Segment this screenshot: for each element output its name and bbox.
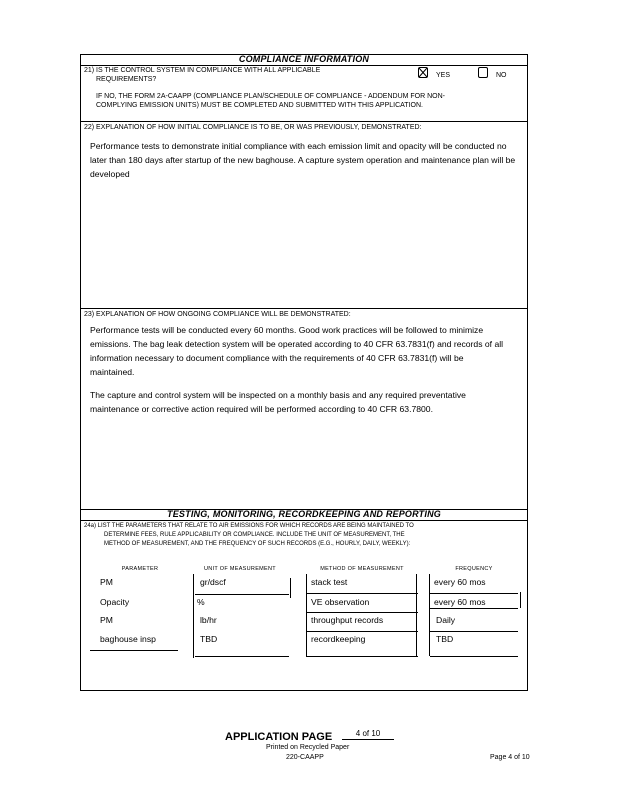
table-cell: stack test (311, 577, 348, 587)
table-cell: % (197, 597, 205, 607)
no-label: NO (496, 72, 507, 79)
testing-title: TESTING, MONITORING, RECORDKEEPING AND REPORTING (167, 509, 441, 519)
table-cell: recordkeeping (311, 634, 366, 644)
table-cell: VE observation (311, 597, 370, 607)
q23-response-para1: Performance tests will be conducted every 60 months. Good work practices will be followed to minimize emissions. The bag leak detection system will be operated according to 40 CFR 63.7831(f) and records of all information necessary to document compliance with the requirements of 40 CFR 63.7831(f) will be maintained. (90, 325, 504, 377)
table-cell: TBD (436, 634, 454, 644)
check-mark-icon (418, 67, 428, 78)
form-id: 220-CAAPP (286, 754, 324, 761)
q24-line1: 24a) LIST THE PARAMETERS THAT RELATE TO AIR EMISSIONS FOR WHICH RECORDS ARE BEING MAINTAINED TO (84, 523, 414, 529)
no-checkbox[interactable] (478, 67, 488, 78)
table-cell: TBD (200, 634, 218, 644)
table-cell: Opacity (100, 597, 130, 607)
q21-note-line1: IF NO, THE FORM 2A-CAAPP (COMPLIANCE PLAN/SCHEDULE OF COMPLIANCE - ADDENDUM FOR NON- (96, 93, 446, 100)
yes-checkbox[interactable] (418, 67, 428, 78)
q22-label: 22) EXPLANATION OF HOW INITIAL COMPLIANCE IS TO BE, OR WAS PREVIOUSLY, DEMONSTRATED: (84, 124, 422, 131)
column-header-parameter: PARAMETER (121, 566, 159, 572)
page-number: Page 4 of 10 (490, 754, 530, 761)
column-header-unit: UNIT OF MEASUREMENT (204, 566, 276, 572)
table-cell: Daily (436, 615, 456, 625)
divider (80, 520, 528, 521)
table-cell: every 60 mos (434, 577, 486, 587)
divider (80, 308, 528, 309)
q21-label-line1: 21) IS THE CONTROL SYSTEM IN COMPLIANCE WITH ALL APPLICABLE (84, 67, 321, 74)
table-cell: gr/dscf (200, 577, 226, 587)
application-page-value: 4 of 10 (342, 729, 394, 740)
q21-note-line2: COMPLYING EMISSION UNITS) MUST BE COMPLETED AND SUBMITTED WITH THIS APPLICATION. (96, 102, 423, 109)
q22-response: Performance tests to demonstrate initial compliance with each emission limit and opacity will be conducted no later than 180 days after startup of the new baghouse. A capture system operation and maintenance plan will be developed (90, 141, 516, 179)
q24-line3: METHOD OF MEASUREMENT, AND THE FREQUENCY OF SUCH RECORDS (E.G., HOURLY, DAILY, WEEKLY): (104, 541, 411, 547)
column-header-method: METHOD OF MEASUREMENT (320, 566, 404, 572)
q21-label-line2: REQUIREMENTS? (96, 76, 157, 83)
table-cell: baghouse insp (100, 634, 156, 644)
table-cell: throughput records (311, 615, 384, 625)
divider (80, 121, 528, 122)
table-cell: PM (100, 615, 113, 625)
q24-line2: DETERMINE FEES, RULE APPLICABILITY OR COMPLIANCE. INCLUDE THE UNIT OF MEASUREMENT, THE (104, 532, 405, 538)
compliance-title: COMPLIANCE INFORMATION (238, 54, 370, 64)
recycled-paper-note: Printed on Recycled Paper (266, 744, 350, 751)
column-header-frequency: FREQUENCY (455, 566, 493, 572)
q23-response-para2: The capture and control system will be inspected on a monthly basis and any required preventative maintenance or corrective action required will be performed according to 40 CFR 63.7800. (90, 390, 466, 414)
q23-label: 23) EXPLANATION OF HOW ONGOING COMPLIANCE WILL BE DEMONSTRATED: (84, 311, 351, 318)
table-cell: PM (100, 577, 113, 587)
yes-label: YES (436, 72, 451, 79)
table-cell: lb/hr (200, 615, 217, 625)
table-cell: every 60 mos (434, 597, 486, 607)
application-page-label: APPLICATION PAGE (225, 731, 333, 743)
